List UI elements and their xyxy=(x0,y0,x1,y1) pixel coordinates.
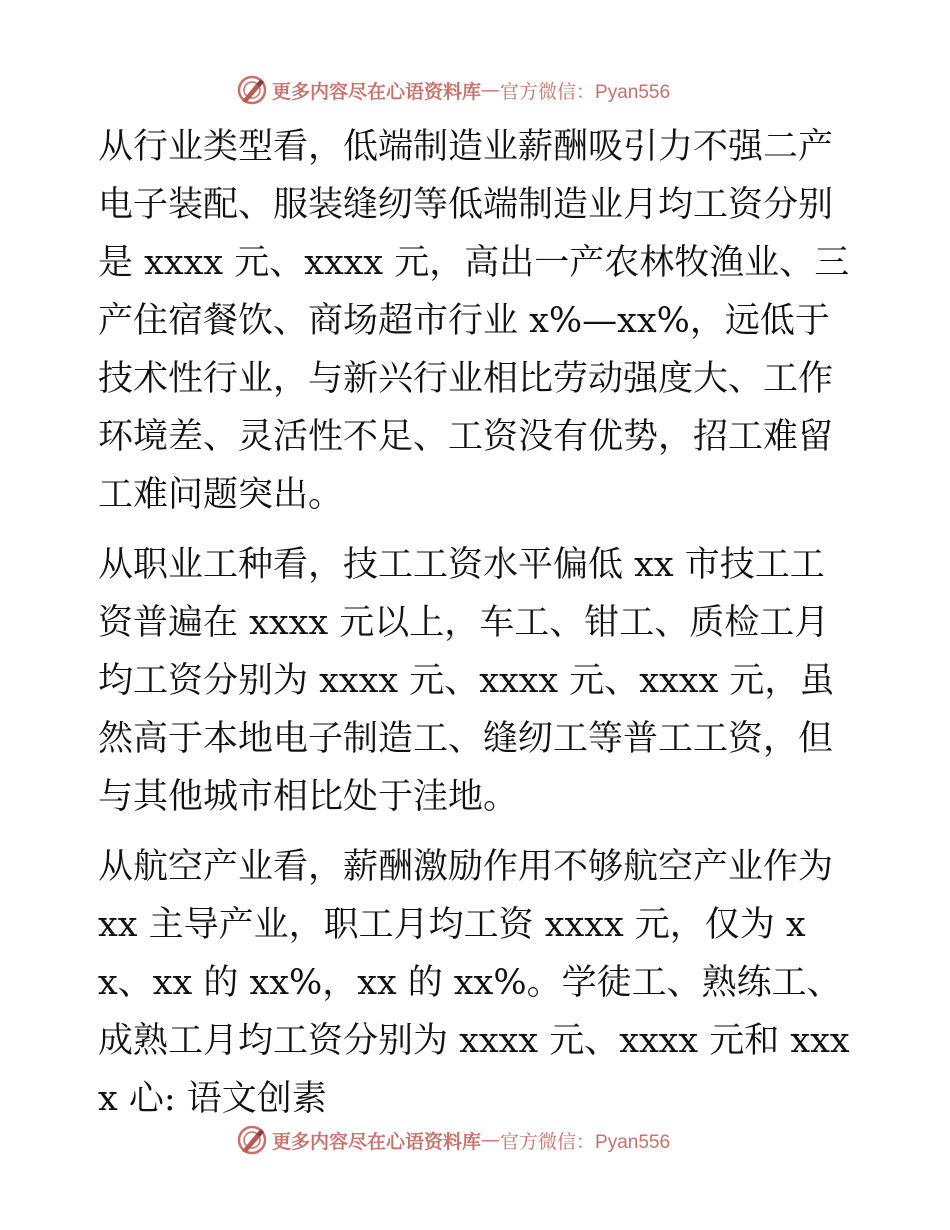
pen-logo-icon xyxy=(236,74,268,106)
watermark-wechat-text: 官方微信：Pyan556 xyxy=(500,1131,671,1153)
watermark-separator: — xyxy=(481,1129,501,1151)
paragraph-occupation-type: 从职业工种看，技工工资水平偏低 xx 市技工工资普遍在 xxxx 元以上，车工、钳工、质检工月均工资分别为 xxxx 元、xxxx 元、xxxx 元，虽然高于本地电子制造工、缝纫工等普工工资，但与其他城市相比处于洼地。 xyxy=(98,545,835,817)
footer-watermark xyxy=(236,1123,670,1157)
paragraph-industry-type: 从行业类型看，低端制造业薪酬吸引力不强二产电子装配、服装缝纫等低端制造业月均工资分别是 xxxx 元、xxxx 元，高出一产农林牧渔业、三产住宿餐饮、商场超市行业 x%—xx%，远低于技术性行业，与新兴行业相比劳动强度大、工作环境差、灵活性不足、工资没有优势，招工难留工难问题突出。 xyxy=(98,127,850,515)
header-watermark xyxy=(236,73,670,107)
pen-logo-icon xyxy=(236,1124,268,1156)
watermark-separator: — xyxy=(481,79,501,101)
paragraph-aviation-industry: 从航空产业看，薪酬激励作用不够航空产业作为 xx 主导产业，职工月均工资 xxxx 元，仅为 xx、xx 的 xx%，xx 的 xx%。学徒工、熟练工、成熟工月均工资分别为 xxxx 元、xxxx 元和 xxxx 心: 语文创素 xyxy=(98,847,850,1119)
watermark-wechat-text: 官方微信：Pyan556 xyxy=(500,81,671,103)
watermark-site-text: 更多内容尽在心语资料库 xyxy=(272,80,482,103)
document-body xyxy=(98,118,858,1128)
watermark-site-text: 更多内容尽在心语资料库 xyxy=(272,1130,482,1153)
